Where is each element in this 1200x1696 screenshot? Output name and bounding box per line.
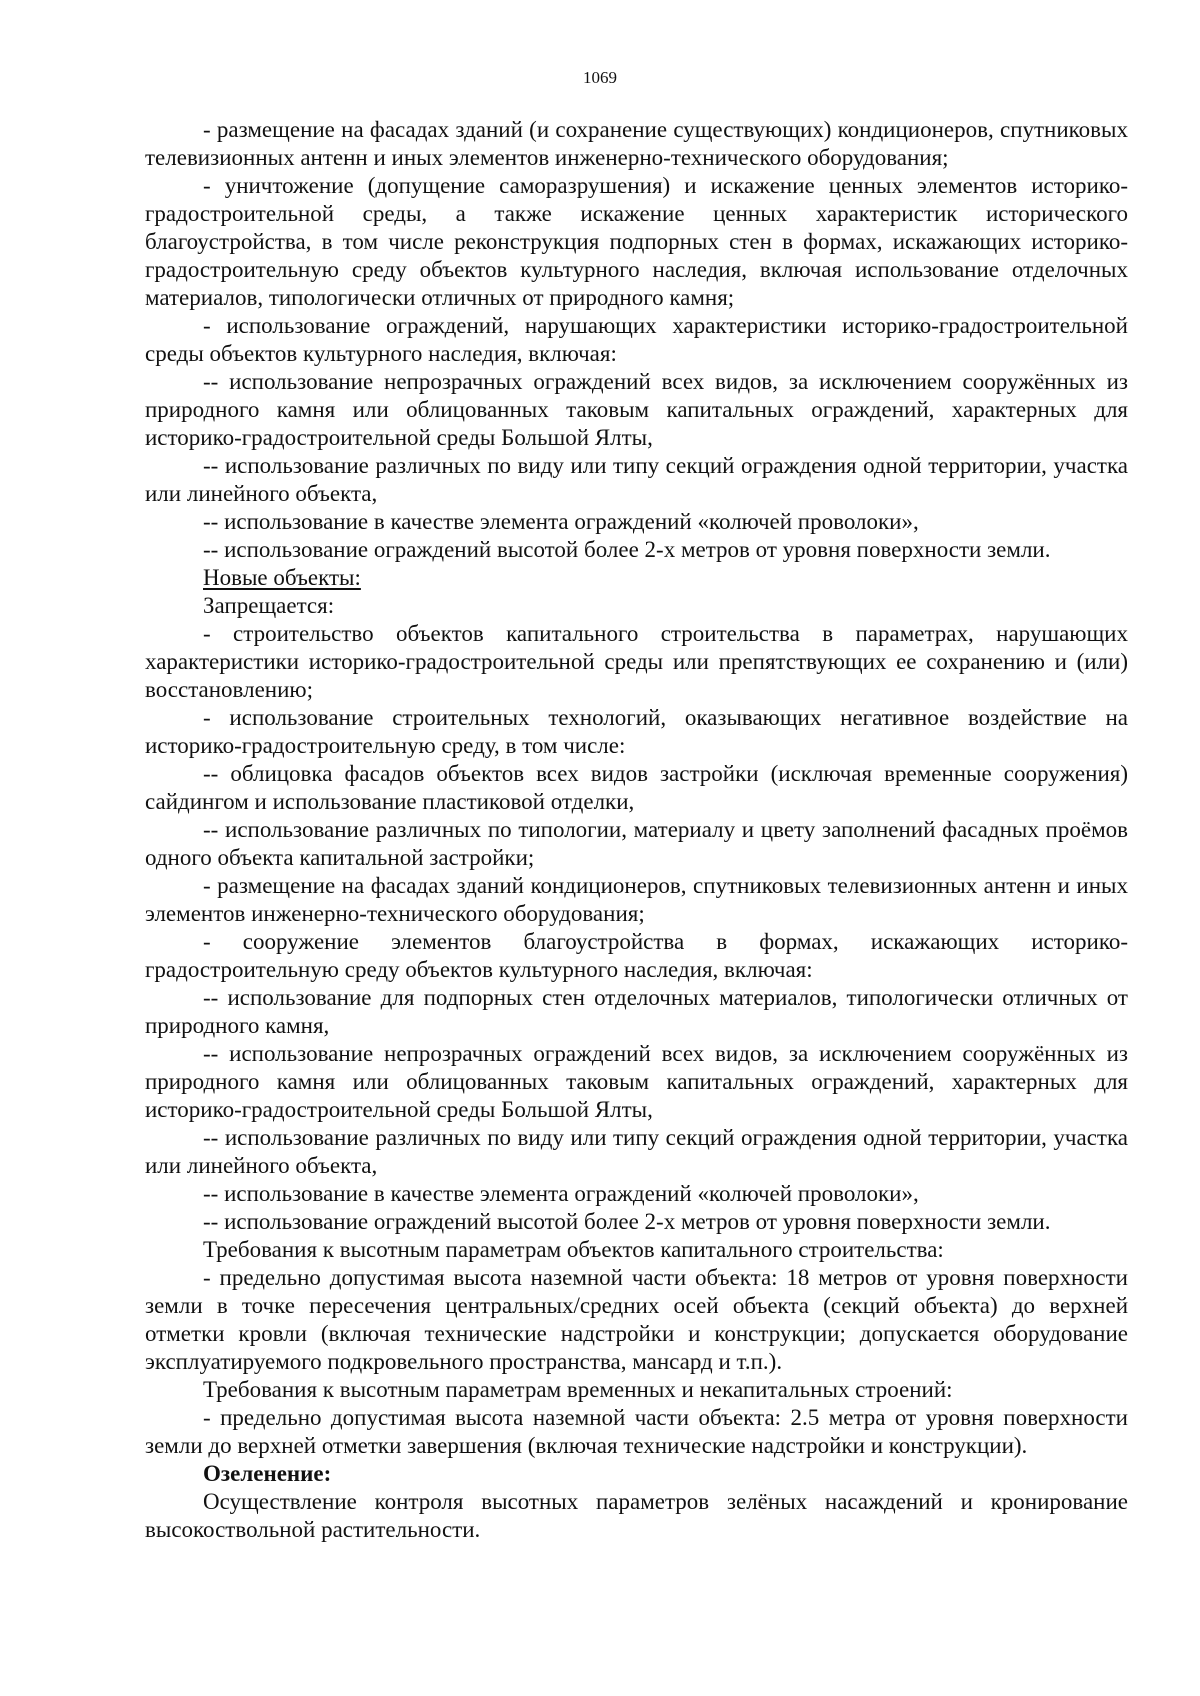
paragraph: -- использование различных по виду или типу секций ограждения одной территории, участка или линейного объекта, [145, 1125, 1128, 1178]
paragraph: -- использование ограждений высотой более 2-х метров от уровня поверхности земли. [203, 537, 1051, 562]
paragraph: -- использование различных по виду или типу секций ограждения одной территории, участка или линейного объекта, [145, 453, 1128, 506]
paragraph: -- использование непрозрачных ограждений всех видов, за исключением сооружённых из природного камня или облицованных таковым капитальных ограждений, характерных для историко-градостроительной среды Большой Ялты, [145, 1041, 1128, 1122]
paragraph: - предельно допустимая высота наземной части объекта: 2.5 метра от уровня поверхности земли до верхней отметки завершения (включая технические надстройки и конструкции). [145, 1405, 1128, 1458]
section-heading-text: Озеленение: [203, 1461, 332, 1486]
paragraph: -- использование в качестве элемента ограждений «колючей проволоки», [203, 1181, 919, 1206]
paragraph: - предельно допустимая высота наземной части объекта: 18 метров от уровня поверхности земли в точке пересечения центральных/средних осей объекта (секций объекта) до верхней отметки кровли (включая технические надстройки и конструкции; допускается оборудование эксплуатируемого подкровельного пространства, мансард и т.п.). [145, 1265, 1128, 1374]
paragraph: - строительство объектов капитального строительства в параметрах, нарушающих характеристики историко-градостроительной среды или препятствующих ее сохранению и (или) восстановлению; [145, 621, 1128, 702]
paragraph: - размещение на фасадах зданий кондиционеров, спутниковых телевизионных антенн и иных элементов инженерно-технического оборудования; [145, 873, 1128, 926]
paragraph: - размещение на фасадах зданий (и сохранение существующих) кондиционеров, спутниковых телевизионных антенн и иных элементов инженерно-технического оборудования; [145, 117, 1128, 170]
paragraph: - использование ограждений, нарушающих характеристики историко-градостроительной среды объектов культурного наследия, включая: [145, 313, 1128, 366]
paragraph: -- облицовка фасадов объектов всех видов застройки (исключая временные сооружения) сайдингом и использование пластиковой отделки, [145, 761, 1128, 814]
paragraph: - уничтожение (допущение саморазрушения) и искажение ценных элементов историко-градостроительной среды, а также искажение ценных характеристик исторического благоустройства, в том числе реконструкция подпорных стен в формах, искажающих историко-градостроительную среду объектов культурного наследия, включая использование отделочных материалов, типологически отличных от природного камня; [145, 173, 1128, 310]
paragraph: -- использование в качестве элемента ограждений «колючей проволоки», [203, 509, 919, 534]
paragraph: Осуществление контроля высотных параметров зелёных насаждений и кронирование высокоствольной растительности. [145, 1489, 1128, 1542]
paragraph: - использование строительных технологий, оказывающих негативное воздействие на историко-градостроительную среду, в том числе: [145, 705, 1128, 758]
paragraph: Требования к высотным параметрам временных и некапитальных строений: [203, 1377, 953, 1402]
section-heading-new-objects [145, 564, 1128, 592]
paragraph: -- использование различных по типологии, материалу и цвету заполнений фасадных проёмов одного объекта капитальной застройки; [145, 817, 1128, 870]
paragraph: Требования к высотным параметрам объектов капитального строительства: [203, 1237, 944, 1262]
section-heading-greening [145, 1460, 1128, 1488]
paragraph: -- использование ограждений высотой более 2-х метров от уровня поверхности земли. [203, 1209, 1051, 1234]
paragraph: -- использование для подпорных стен отделочных материалов, типологически отличных от природного камня, [145, 985, 1128, 1038]
section-heading-text: Новые объекты: [203, 565, 361, 590]
page-number: 1069 [583, 68, 617, 87]
paragraph: Запрещается: [203, 593, 335, 618]
paragraph: - сооружение элементов благоустройства в формах, искажающих историко-градостроительную среду объектов культурного наследия, включая: [145, 929, 1128, 982]
paragraph: -- использование непрозрачных ограждений всех видов, за исключением сооружённых из природного камня или облицованных таковым капитальных ограждений, характерных для историко-градостроительной среды Большой Ялты, [145, 369, 1128, 450]
document-body [145, 116, 1128, 1544]
